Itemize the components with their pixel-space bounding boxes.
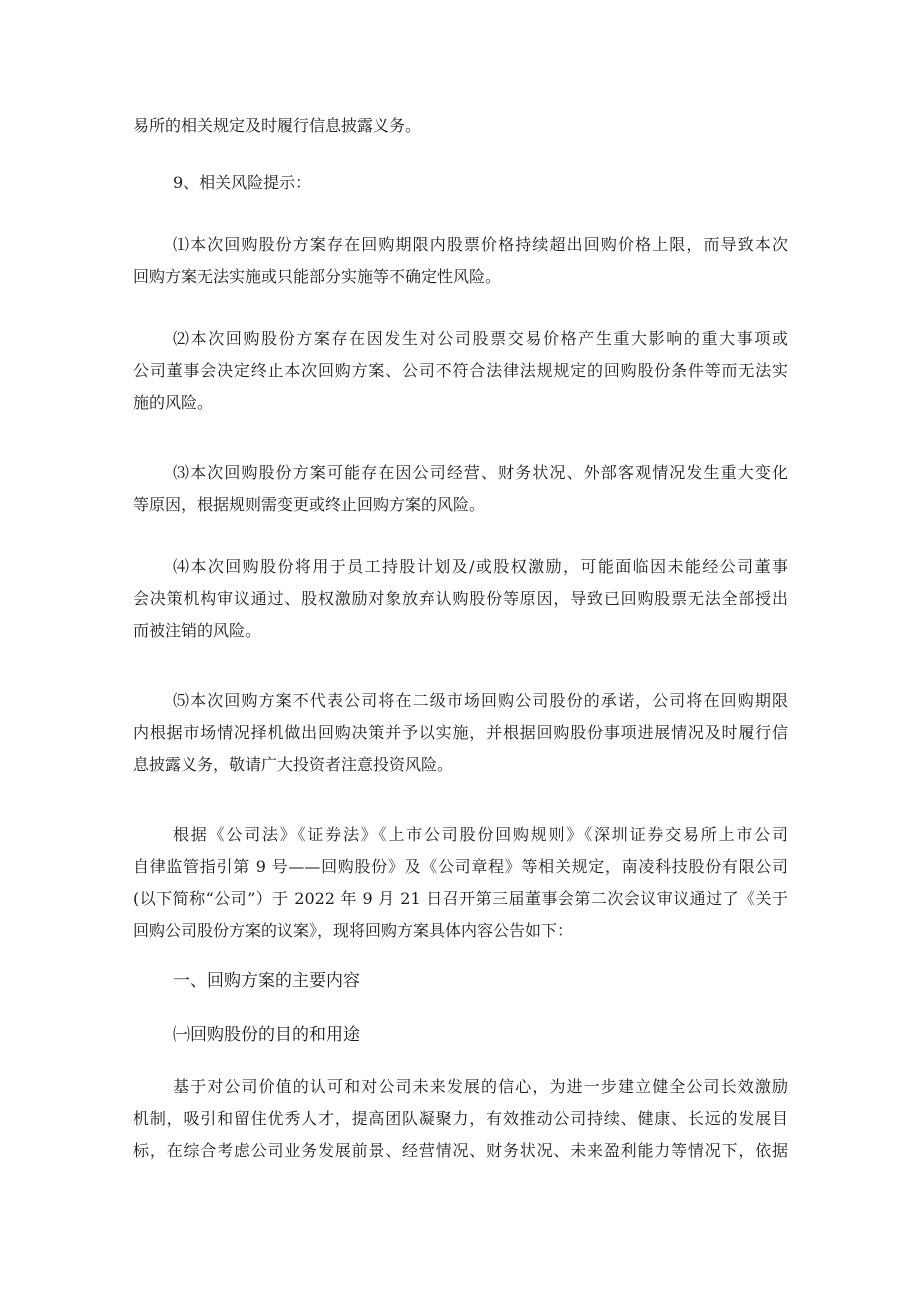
paragraph-disclosure-end xyxy=(133,110,788,142)
text-line: 9、相关风险提示： xyxy=(173,173,312,192)
text-line: 公司董事会决定终止本次回购方案、公司不符合法律法规规定的回购股份条件等而无法实 xyxy=(133,361,788,380)
text-line: 会决策机构审议通过、股权激励对象放弃认购股份等原因，导致已回购股票无法全部授出 xyxy=(133,589,788,608)
text-line: 基于对公司价值的认可和对公司未来发展的信心，为进一步建立健全公司长效激励 xyxy=(173,1077,788,1096)
text-line: 易所的相关规定及时履行信息披露义务。 xyxy=(133,116,422,135)
paragraph-risk-2 xyxy=(133,323,788,419)
text-line: 施的风险。 xyxy=(133,393,214,412)
paragraph-purpose xyxy=(133,1071,788,1167)
text-line: 自律监管指引第 9 号——回购股份》及《公司章程》等相关规定，南凌科技股份有限公司 xyxy=(133,857,788,876)
text-line: 回购方案无法实施或只能部分实施等不确定性风险。 xyxy=(133,267,502,286)
text-line: 机制，吸引和留住优秀人才，提高团队凝聚力，有效推动公司持续、健康、长远的发展目 xyxy=(133,1109,788,1128)
text-line: ⑴本次回购股份方案存在回购期限内股票价格持续超出回购价格上限，而导致本次 xyxy=(173,235,788,254)
paragraph-risk-3 xyxy=(133,457,788,521)
text-line: 根据《公司法》《证券法》《上市公司股份回购规则》《深圳证券交易所上市公司 xyxy=(173,825,788,844)
text-line: 等原因，根据规则需变更或终止回购方案的风险。 xyxy=(133,495,486,514)
text-line: 标，在综合考虑公司业务发展前景、经营情况、财务状况、未来盈利能力等情况下，依据 xyxy=(133,1141,788,1160)
paragraph-risk-4 xyxy=(133,551,788,647)
text-line: ⑷本次回购股份将用于员工持股计划及/或股权激励，可能面临因未能经公司董事 xyxy=(173,557,788,576)
section-heading-main-content: 一、回购方案的主要内容 xyxy=(173,971,360,991)
paragraph-risk-1 xyxy=(133,229,788,293)
text-line: ⑶本次回购股份方案可能存在因公司经营、财务状况、外部客观情况发生重大变化 xyxy=(173,463,788,482)
text-line: 息披露义务，敬请广大投资者注意投资风险。 xyxy=(133,755,454,774)
paragraph-risk-heading xyxy=(133,167,788,199)
text-line: (以下简称“公司”）于 2022 年 9 月 21 日召开第三届董事会第二次会议审议通过了《关于 xyxy=(133,889,788,908)
text-line: ⑵本次回购股份方案存在因发生对公司股票交易价格产生重大影响的重大事项或 xyxy=(173,329,788,348)
text-line: 内根据市场情况择机做出回购决策并予以实施，并根据回购股份事项进展情况及时履行信 xyxy=(133,723,788,742)
text-line: 而被注销的风险。 xyxy=(133,621,262,640)
text-line: ⑸本次回购方案不代表公司将在二级市场回购公司股份的承诺，公司将在回购期限 xyxy=(173,691,788,710)
paragraph-announcement-intro xyxy=(133,819,788,947)
paragraph-risk-5 xyxy=(133,685,788,781)
subsection-heading-purpose: ㈠回购股份的目的和用途 xyxy=(173,1025,360,1045)
text-line: 回购公司股份方案的议案》，现将回购方案具体内容公告如下： xyxy=(133,921,574,940)
